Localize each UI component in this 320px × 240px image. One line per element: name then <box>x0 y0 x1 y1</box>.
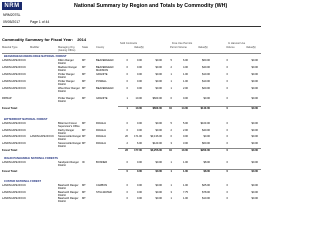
cell-state: MT <box>82 190 86 194</box>
cell-v6: $20.00 <box>202 87 210 90</box>
col-permit-value: Value($) <box>134 46 144 49</box>
col-harvest-volume: Volume <box>226 46 235 49</box>
cell-v6: $8.00 <box>203 161 210 164</box>
cell-v7: 0 <box>226 197 228 200</box>
cell-v4: 5 <box>170 59 172 62</box>
cell-v3: $3,136.00 <box>150 135 162 138</box>
total-v3: $0.00 <box>155 170 162 173</box>
forest-total-label: Forest Total: <box>2 107 18 110</box>
cell-v4: 2 <box>170 128 172 132</box>
cell-v6: $10.00 <box>202 73 210 76</box>
cell-v6: $25.00 <box>202 184 210 187</box>
cell-v2: 0.00 <box>136 73 142 76</box>
cell-v5: 2.00 <box>182 87 188 90</box>
cell-county: GRANITE <box>96 97 108 100</box>
cell-v2: 0.00 <box>136 197 142 200</box>
total-v2: 0.00 <box>136 170 142 173</box>
forest-total-label: Forest Total: <box>2 149 18 152</box>
cell-v4: 0 <box>170 97 172 100</box>
total-divider <box>118 106 261 107</box>
group-header: CUSTER NATIONAL FOREST <box>4 180 42 183</box>
cell-v2: 0.00 <box>136 128 142 132</box>
cell-type: LANDSCAPE ROCK <box>2 190 26 194</box>
cell-v8: $0.00 <box>251 184 258 187</box>
cell-v8: $0.00 <box>251 80 258 83</box>
report-date: 09/05/2017 <box>3 20 20 24</box>
cell-county: BEAVERHEAD MADISON <box>96 66 114 72</box>
section-title <box>2 37 86 42</box>
cell-v3: $0.00 <box>155 190 162 194</box>
cell-state: MT <box>82 87 86 90</box>
cell-v4: 0 <box>170 135 172 138</box>
total-v8: $0.00 <box>251 170 258 173</box>
cell-v4: 1 <box>170 197 172 200</box>
total-v8: $0.00 <box>251 149 258 152</box>
cell-county: BEAVERHEAD <box>96 59 114 62</box>
total-v2: 177.00 <box>134 149 142 152</box>
cell-v6: $60.00 <box>202 141 210 145</box>
cell-office: Pintler Ranger District <box>58 80 75 86</box>
table-row <box>0 59 263 66</box>
cell-v1: 0 <box>126 128 128 132</box>
cell-state: MT <box>82 184 86 187</box>
cell-v5: 1.00 <box>182 161 188 164</box>
cell-v6: $0.00 <box>203 135 210 138</box>
total-v5: 14.00 <box>181 107 188 110</box>
table-row <box>0 87 263 94</box>
total-v6: $200.00 <box>200 149 210 152</box>
cell-v7: 0 <box>226 128 228 132</box>
col-modifier: Modifier <box>30 46 40 49</box>
cell-v8: $0.00 <box>251 73 258 76</box>
cell-v5: 1.00 <box>182 80 188 83</box>
total-v1: 22 <box>125 149 128 152</box>
cell-county: RAVALLI <box>96 141 107 145</box>
cell-office: Beartooth Ranger District <box>58 190 79 197</box>
cell-v1: 0 <box>126 87 128 90</box>
cell-v2: 0.00 <box>136 80 142 83</box>
cell-office: Pintler Ranger District <box>58 97 75 103</box>
cell-v1: 2 <box>126 141 128 145</box>
cell-county: RAVALLI <box>96 122 107 125</box>
group-header: BITTERROOT NATIONAL FOREST <box>4 118 48 121</box>
cell-v1: 0 <box>126 184 128 187</box>
cell-v7: 0 <box>226 190 228 194</box>
cell-v3: $0.00 <box>155 197 162 200</box>
cell-v2: 171.00 <box>134 135 142 138</box>
cell-v2: 0.00 <box>136 190 142 194</box>
cell-v7: 0 <box>226 184 228 187</box>
cell-v3: $0.00 <box>155 184 162 187</box>
col-county: County <box>96 46 105 49</box>
cell-v1: 0 <box>126 161 128 164</box>
cell-office: Dillon Ranger District <box>58 59 74 65</box>
cell-state: MT <box>82 197 86 200</box>
cell-v7: 0 <box>226 135 228 138</box>
col-free-value: Value($) <box>198 46 208 49</box>
cell-state: MT <box>82 135 86 138</box>
cell-v5: 5.00 <box>182 122 188 125</box>
cell-office: Madison Ranger District <box>58 66 78 72</box>
cell-v5: 2.00 <box>182 128 188 132</box>
cell-v2: 0.00 <box>136 87 142 90</box>
cell-v3: $0.00 <box>155 128 162 132</box>
cell-v2: 0.00 <box>136 184 142 187</box>
total-v6: $8.00 <box>203 170 210 173</box>
cell-modifier: LANDSCAPE ROCK <box>30 135 54 138</box>
cell-state: MT <box>82 141 86 145</box>
cell-v5: 1.00 <box>182 184 188 187</box>
cell-state: MT <box>82 128 86 132</box>
cell-v4: 3 <box>170 190 172 194</box>
cell-v4: 3 <box>170 141 172 145</box>
cell-v6: $40.00 <box>202 66 210 69</box>
col-material-type: Material Type <box>2 46 18 49</box>
cell-v4: 1 <box>170 87 172 90</box>
cell-v3: $0.00 <box>155 87 162 90</box>
cell-county: RAVALLI <box>96 128 107 132</box>
total-v4: 10 <box>169 107 172 110</box>
cell-county: BONNER <box>96 161 108 164</box>
total-v1: 0 <box>126 170 128 173</box>
cell-type: LANDSCAPE ROCK <box>2 184 26 187</box>
cell-v5: 1.00 <box>182 73 188 76</box>
table-row <box>0 73 263 80</box>
cell-v7: 0 <box>226 73 228 76</box>
cell-v6: $100.00 <box>200 122 210 125</box>
cell-v8: $0.00 <box>251 197 258 200</box>
cell-v3: $0.00 <box>155 66 162 69</box>
group-header: IDAHO PANHANDLE NATIONAL FORESTS <box>4 157 58 160</box>
cell-v8: $0.00 <box>251 97 258 100</box>
cell-v8: $0.00 <box>251 135 258 138</box>
cell-office: Beartooth Ranger District <box>58 184 79 190</box>
table-row-total <box>0 170 263 177</box>
forest-total-label: Forest Total: <box>2 170 18 173</box>
cell-v5: 3.00 <box>182 141 188 145</box>
cell-v1: 0 <box>126 80 128 83</box>
cell-office: Beartooth Ranger District <box>58 197 79 203</box>
cell-v1: 0 <box>126 197 128 200</box>
col-group-sold: Sold Contracts <box>120 42 138 45</box>
col-head-divider <box>2 53 261 54</box>
cell-state: MT <box>82 80 86 83</box>
header-divider <box>2 26 261 27</box>
cell-v2: 0.00 <box>136 122 142 125</box>
cell-v8: $0.00 <box>251 141 258 145</box>
table-row-total <box>0 107 263 114</box>
total-v5: 10.00 <box>181 149 188 152</box>
cell-v1: 0 <box>126 73 128 76</box>
total-v3: $3,256.00 <box>150 149 162 152</box>
cell-type: LANDSCAPE ROCK <box>2 135 26 138</box>
cell-v8: $0.00 <box>251 59 258 62</box>
cell-v2: 10.00 <box>135 97 142 100</box>
cell-state: MT <box>82 59 86 62</box>
cell-office: Darby Ranger District <box>58 128 75 135</box>
report-header <box>0 0 263 38</box>
cell-v4: 1 <box>170 80 172 83</box>
cell-office: Sandpoint Ranger District <box>58 161 79 167</box>
col-group-harvest: In Harvest Use <box>228 42 246 45</box>
table-row <box>0 97 263 104</box>
fiscal-year: 2014 <box>77 37 87 42</box>
cell-v8: $0.00 <box>251 87 258 90</box>
table-row <box>0 66 263 73</box>
cell-v7: 0 <box>226 66 228 69</box>
total-divider <box>118 148 261 149</box>
cell-county: CARBON <box>96 184 108 187</box>
table-row-total <box>0 149 263 156</box>
total-v1: 1 <box>126 107 128 110</box>
cell-type: LANDSCAPE ROCK <box>2 122 26 125</box>
cell-v7: 0 <box>226 161 228 164</box>
col-state: State <box>82 46 89 49</box>
cell-v1: 1 <box>126 97 128 100</box>
cell-v1: 0 <box>126 66 128 69</box>
cell-type: LANDSCAPE ROCK <box>2 128 26 132</box>
cell-v5: 1.00 <box>182 197 188 200</box>
table-row <box>0 197 263 204</box>
cell-type: LANDSCAPE ROCK <box>2 66 26 69</box>
table-row <box>0 80 263 87</box>
cell-v4: 2 <box>170 66 172 69</box>
cell-state: ID <box>82 161 85 164</box>
total-v4: 10 <box>169 149 172 152</box>
total-v8: $0.00 <box>251 107 258 110</box>
cell-v7: 0 <box>226 122 228 125</box>
cell-v6: $0.00 <box>203 97 210 100</box>
cell-v8: $0.00 <box>251 128 258 132</box>
cell-v6: $60.00 <box>202 59 210 62</box>
cell-v5: 0.00 <box>182 97 188 100</box>
cell-v2: 0.00 <box>136 161 142 164</box>
cell-v7: 0 <box>226 141 228 145</box>
cell-v3: $0.00 <box>155 73 162 76</box>
total-v6: $140.00 <box>200 107 210 110</box>
col-harvest-value: Value($) <box>246 46 256 49</box>
total-v5: 1.00 <box>182 170 188 173</box>
cell-v3: $0.00 <box>155 122 162 125</box>
cell-v3: $600.00 <box>152 97 162 100</box>
cell-v3: $0.00 <box>155 59 162 62</box>
cell-v4: 1 <box>170 184 172 187</box>
cell-v6: $10.00 <box>202 197 210 200</box>
total-v2: 10.00 <box>135 107 142 110</box>
cell-v1: 0 <box>126 59 128 62</box>
report-code: NRM207SL <box>3 13 21 17</box>
cell-v6: $10.00 <box>202 80 210 83</box>
cell-v2: 0.00 <box>136 59 142 62</box>
cell-v5: 7.75 <box>182 190 188 194</box>
cell-v1: 0 <box>126 190 128 194</box>
cell-type: LANDSCAPE ROCK <box>2 161 26 164</box>
cell-type: LANDSCAPE ROCK <box>2 87 26 90</box>
cell-v4: 5 <box>170 122 172 125</box>
cell-v2: 0.00 <box>136 66 142 69</box>
col-permit-units: Permit Volume <box>170 46 187 49</box>
cell-state: MT <box>82 122 86 125</box>
cell-type: RIPRAP <box>2 97 12 100</box>
total-v4: 1 <box>170 170 172 173</box>
page-indicator: Page 1 of 44 <box>30 20 50 24</box>
cell-v5: 0.00 <box>182 135 188 138</box>
cell-county: BEAVERHEAD <box>96 87 114 90</box>
cell-office: Stevensville Ranger District <box>58 135 82 141</box>
cell-v8: $0.00 <box>251 190 258 194</box>
cell-v3: $0.00 <box>155 80 162 83</box>
cell-v4: 1 <box>170 161 172 164</box>
cell-county: POWELL <box>96 80 107 83</box>
cell-county: GRANITE <box>96 73 108 76</box>
cell-office: Stevensville Ranger District <box>58 141 82 148</box>
group-header: BEAVERHEAD-DEERLODGE NATIONAL FOREST <box>4 55 67 58</box>
cell-v6: $40.00 <box>202 128 210 132</box>
section-title-label: Commodity Summary for Fiscal Year: <box>2 37 74 42</box>
cell-v7: 0 <box>226 80 228 83</box>
cell-v1: 0 <box>126 122 128 125</box>
cell-type: LANDSCAPE ROCK <box>2 80 26 83</box>
cell-v6: $78.00 <box>202 190 210 194</box>
total-v7: 0 <box>226 107 228 110</box>
total-v7: 0 <box>226 149 228 152</box>
cell-type: LANDSCAPE ROCK <box>2 141 26 145</box>
cell-state: MT <box>82 73 86 76</box>
cell-v5: 4.00 <box>182 66 188 69</box>
report-title: National Summary by Region and Totals by Commodity (WH) <box>74 3 228 9</box>
cell-state: MT <box>82 66 86 69</box>
cell-v5: 6.00 <box>182 59 188 62</box>
cell-v7: 0 <box>226 97 228 100</box>
table-row <box>0 161 263 168</box>
cell-v2: 6.00 <box>136 141 142 145</box>
cell-office: Bitterroot Forest Supervisor's Office <box>58 122 80 128</box>
cell-v8: $0.00 <box>251 122 258 125</box>
total-v3: $600.00 <box>152 107 162 110</box>
cell-type: LANDSCAPE ROCK <box>2 73 26 76</box>
cell-v4: 1 <box>170 73 172 76</box>
cell-v3: $120.00 <box>152 141 162 145</box>
total-v7: 0 <box>226 170 228 173</box>
cell-v8: $0.00 <box>251 161 258 164</box>
cell-state: MT <box>82 97 86 100</box>
cell-v7: 0 <box>226 87 228 90</box>
total-divider <box>118 169 261 170</box>
cell-office: Pintler Ranger District <box>58 73 75 79</box>
cell-county: STILLWATER <box>96 190 112 194</box>
col-managing-org: Managing Org (Issuing Office) <box>58 46 76 52</box>
cell-county: RAVALLI <box>96 135 107 138</box>
cell-office: Wise River Ranger District <box>58 87 80 93</box>
cell-v3: $0.00 <box>155 161 162 164</box>
cell-type: LANDSCAPE ROCK <box>2 197 26 200</box>
cell-v1: 20 <box>125 135 128 138</box>
cell-v7: 0 <box>226 59 228 62</box>
nrm-logo: NRM <box>2 2 22 10</box>
col-group-free: Free Use Permits <box>172 42 193 45</box>
cell-type: LANDSCAPE ROCK <box>2 59 26 62</box>
cell-v8: $0.00 <box>251 66 258 69</box>
